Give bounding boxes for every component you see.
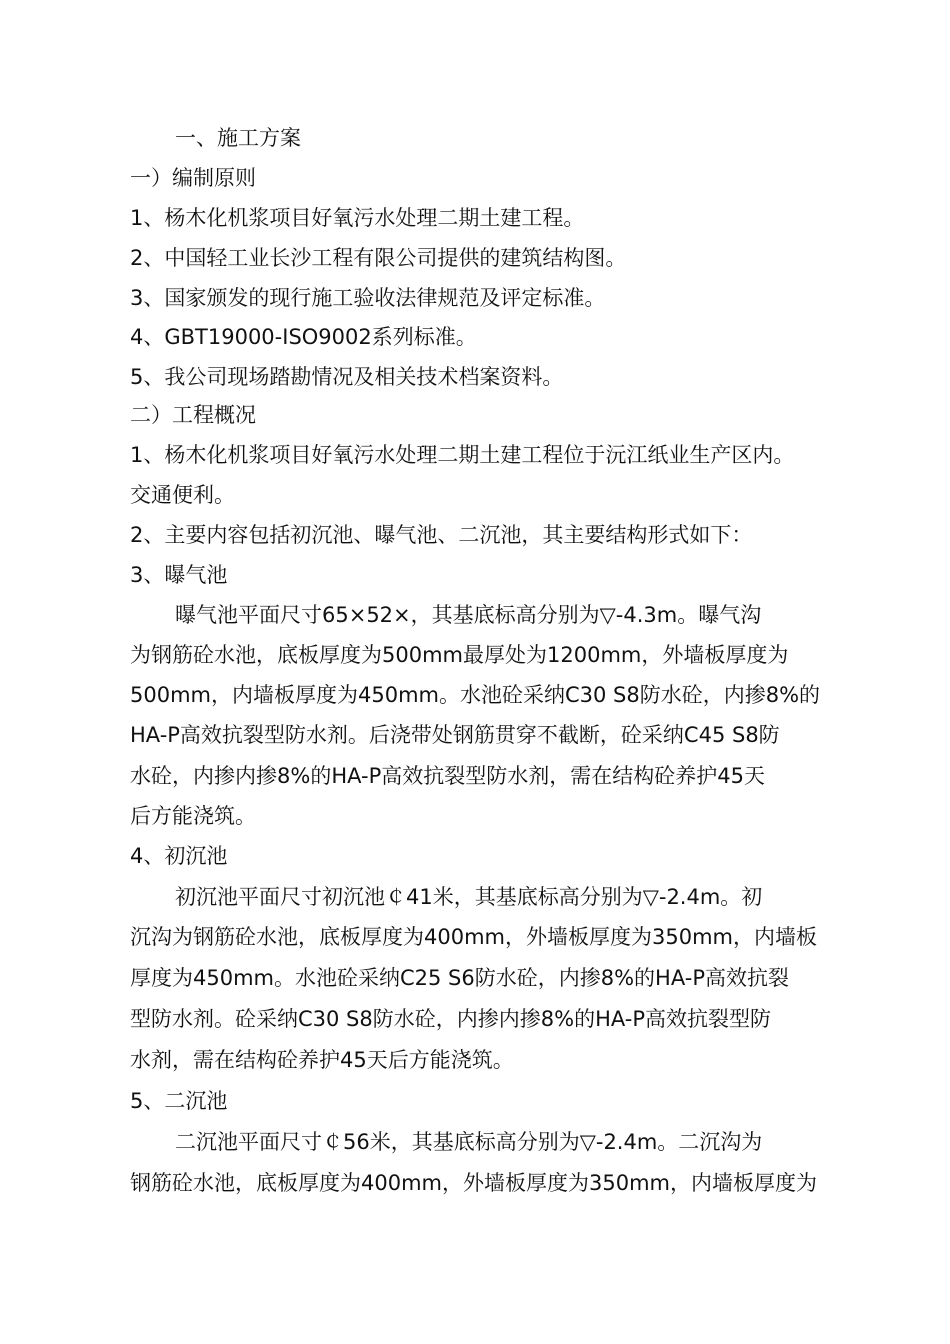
section-heading: 一、施工方案 [175,126,301,150]
subsection-heading: 二）工程概况 [130,403,256,427]
paragraph-line: 水剂，需在结构砼养护45天后方能浇筑。 [130,1048,514,1072]
paragraph-line: 2、主要内容包括初沉池、曝气池、二沉池，其主要结构形式如下： [130,523,753,547]
item-heading: 3、曝气池 [130,563,228,587]
paragraph-line: 500mm，内墙板厚度为450mm。水池砼采纳C30 S8防水砼，内掺8%的 [130,683,821,707]
paragraph-line: 曝气池平面尺寸65×52×，其基底标高分别为▽-4.3m。曝气沟 [175,603,762,627]
list-item: 5、我公司现场踏勘情况及相关技术档案资料。 [130,365,564,389]
paragraph-line: 钢筋砼水池，底板厚度为400mm，外墙板厚度为350mm，内墙板厚度为 [130,1171,817,1195]
paragraph-line: 沉沟为钢筋砼水池，底板厚度为400mm，外墙板厚度为350mm，内墙板 [130,925,817,949]
item-heading: 4、初沉池 [130,844,228,868]
paragraph-line: 为钢筋砼水池，底板厚度为500mm最厚处为1200mm，外墙板厚度为 [130,643,789,667]
paragraph-line: 交通便利。 [130,483,235,507]
paragraph-line: 初沉池平面尺寸初沉池￠41米，其基底标高分别为▽-2.4m。初 [175,885,763,909]
item-heading: 5、二沉池 [130,1089,228,1113]
paragraph-line: HA-P高效抗裂型防水剂。后浇带处钢筋贯穿不截断，砼采纳C45 S8防 [130,723,780,747]
list-item: 1、杨木化机浆项目好氧污水处理二期土建工程。 [130,206,585,230]
paragraph-line: 厚度为450mm。水池砼采纳C25 S6防水砼，内掺8%的HA-P高效抗裂 [130,966,789,990]
paragraph-line: 后方能浇筑。 [130,804,256,828]
subsection-heading: 一）编制原则 [130,166,256,190]
list-item: 2、中国轻工业长沙工程有限公司提供的建筑结构图。 [130,246,627,270]
paragraph-line: 型防水剂。砼采纳C30 S8防水砼，内掺内掺8%的HA-P高效抗裂型防 [130,1007,772,1031]
paragraph-line: 水砼，内掺内掺8%的HA-P高效抗裂型防水剂，需在结构砼养护45天 [130,764,765,788]
paragraph-line: 1、杨木化机浆项目好氧污水处理二期土建工程位于沅江纸业生产区内。 [130,443,795,467]
list-item: 3、国家颁发的现行施工验收法律规范及评定标准。 [130,286,606,310]
list-item: 4、GBT19000-ISO9002系列标准。 [130,325,477,349]
paragraph-line: 二沉池平面尺寸￠56米，其基底标高分别为▽-2.4m。二沉沟为 [175,1130,763,1154]
